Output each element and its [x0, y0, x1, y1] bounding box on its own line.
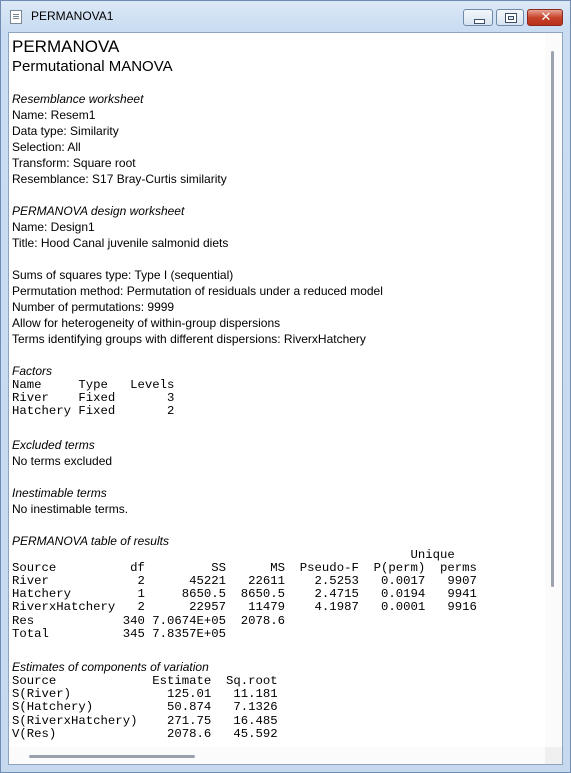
restore-icon	[505, 13, 517, 23]
resemblance-measure: Resemblance: S17 Bray-Curtis similarity	[12, 172, 227, 186]
vertical-scroll-thumb[interactable]	[551, 51, 554, 587]
title-bar[interactable]	[1, 1, 570, 31]
results-row: Hatchery 1 8650.5 8650.5 2.4715 0.0194 9941	[12, 587, 477, 602]
results-heading: PERMANOVA table of results	[12, 533, 169, 548]
inestimable-text: No inestimable terms.	[12, 501, 129, 516]
output-subtitle: Permutational MANOVA	[12, 58, 173, 75]
resemblance-transform: Transform: Square root	[12, 156, 136, 170]
results-row: River 2 45221 22611 2.5253 0.0017 9907	[12, 574, 477, 589]
results-row: Res 340 7.0674E+05 2078.6	[12, 613, 286, 628]
sums-of-squares-type: Sums of squares type: Type I (sequential)	[12, 268, 234, 282]
close-button[interactable]	[527, 9, 563, 26]
permutation-method: Permutation method: Permutation of residuals under a reduced model	[12, 284, 383, 298]
window-title: PERMANOVA1	[31, 9, 114, 23]
horizontal-scroll-thumb[interactable]	[29, 755, 195, 758]
design-name: Name: Design1	[12, 220, 95, 234]
design-heading: PERMANOVA design worksheet	[12, 204, 185, 218]
design-title: Title: Hood Canal juvenile salmonid diets	[12, 236, 229, 250]
estimates-row: S(RiverxHatchery) 271.75 16.485	[12, 713, 278, 728]
number-of-permutations: Number of permutations: 9999	[12, 300, 175, 314]
maximize-button[interactable]	[496, 9, 524, 26]
vertical-scrollbar[interactable]	[545, 33, 562, 747]
scrollbar-corner	[545, 747, 562, 764]
output-text	[12, 37, 542, 741]
minimize-icon	[474, 19, 485, 24]
heterogeneity-note: Allow for heterogeneity of within-group dispersions	[12, 316, 281, 330]
estimates-row: S(River) 125.01 11.181	[12, 687, 278, 702]
results-header-row: Unique	[12, 547, 455, 562]
results-header-row: Source df SS MS Pseudo-F P(perm) perms	[12, 560, 477, 575]
factors-row: Hatchery Fixed 2	[12, 404, 175, 419]
minimize-button[interactable]	[463, 9, 493, 26]
estimates-heading: Estimates of components of variation	[12, 660, 209, 675]
resemblance-selection: Selection: All	[12, 140, 81, 154]
document-icon[interactable]	[10, 10, 22, 24]
output-pane[interactable]	[8, 32, 563, 765]
factors-header-row: Name Type Levels	[12, 378, 175, 392]
excluded-text: No terms excluded	[12, 453, 113, 468]
close-icon: ✕	[540, 10, 552, 25]
inestimable-heading: Inestimable terms	[12, 485, 107, 500]
estimates-row: S(Hatchery) 50.874 7.1326	[12, 700, 278, 715]
output-title: PERMANOVA	[12, 37, 120, 56]
resemblance-name: Name: Resem1	[12, 108, 96, 122]
dispersion-terms: Terms identifying groups with different dispersions: RiverxHatchery	[12, 332, 366, 346]
excluded-heading: Excluded terms	[12, 437, 95, 452]
factors-row: River Fixed 3	[12, 391, 175, 406]
factors-heading: Factors	[12, 364, 53, 378]
results-row: Total 345 7.8357E+05	[12, 626, 227, 641]
resemblance-heading: Resemblance worksheet	[12, 92, 144, 106]
estimates-row: V(Res) 2078.6 45.592	[12, 726, 278, 741]
results-row: RiverxHatchery 2 22957 11479 4.1987 0.0001 9916	[12, 600, 477, 615]
resemblance-data-type: Data type: Similarity	[12, 124, 119, 138]
horizontal-scrollbar[interactable]	[9, 747, 546, 764]
estimates-header-row: Source Estimate Sq.root	[12, 674, 278, 689]
